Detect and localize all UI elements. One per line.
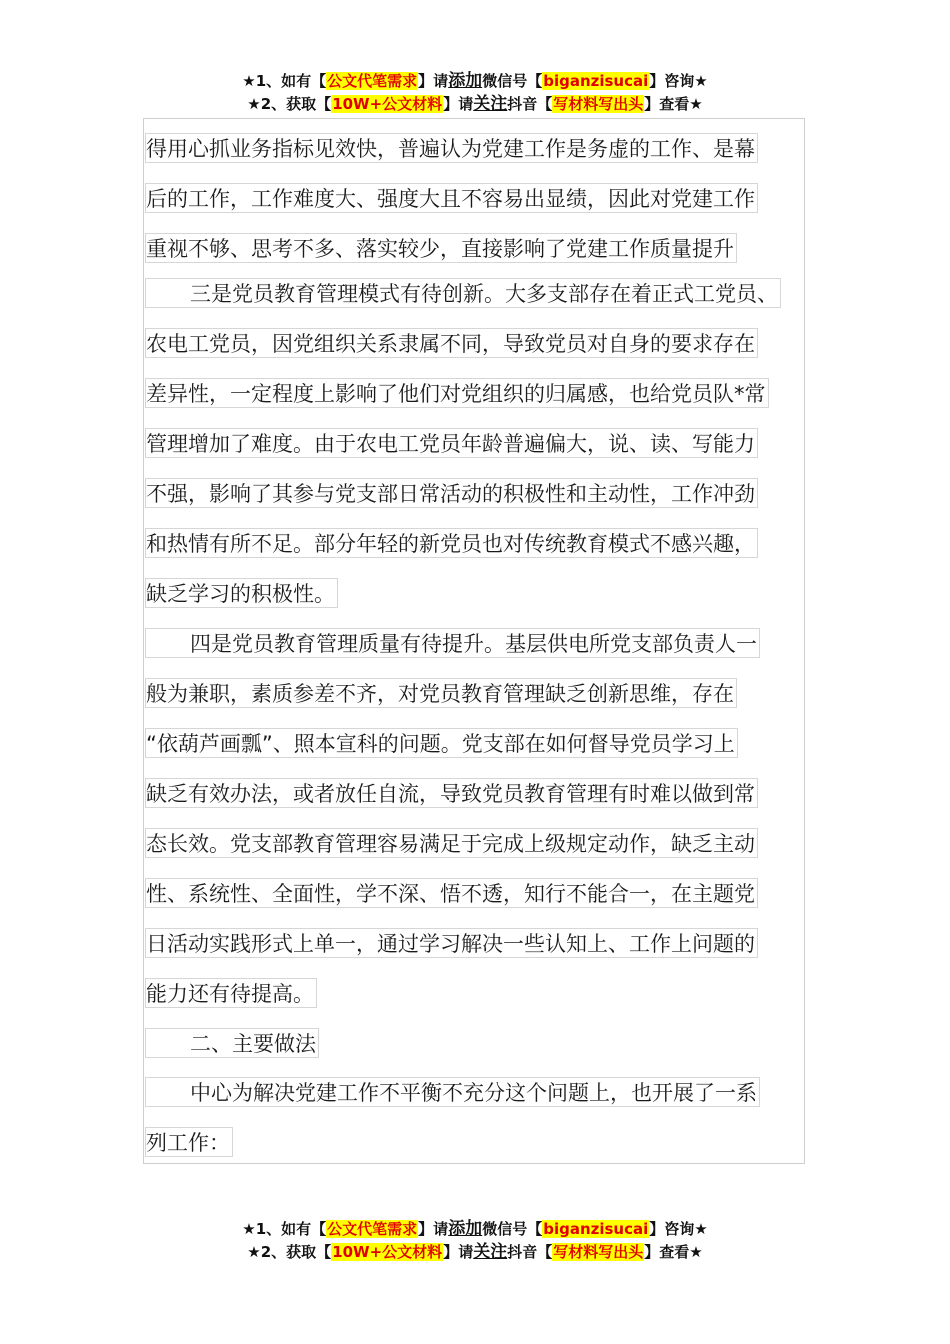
text-line: 般为兼职，素质参差不齐，对党员教育管理缺乏创新思维，存在 (145, 678, 737, 708)
text-line: 后的工作，工作难度大、强度大且不容易出显绩，因此对党建工作 (145, 183, 758, 213)
text-line: 差异性，一定程度上影响了他们对党组织的归属感，也给党员队*常 (145, 378, 769, 408)
banner-highlight: 10W+公文材料 (332, 1243, 443, 1261)
text-line: 态长效。党支部教育管理容易满足于完成上级规定动作，缺乏主动 (145, 828, 758, 858)
banner-text: 】查看★ (644, 95, 703, 113)
banner-text: 抖音【 (507, 1243, 553, 1261)
text-line: 中心为解决党建工作不平衡不充分这个问题上，也开展了一系 (145, 1077, 760, 1107)
text-line: 管理增加了难度。由于农电工党员年龄普遍偏大，说、读、写能力 (145, 428, 758, 458)
banner-text: 】请 (443, 1243, 474, 1261)
banner-highlight: 公文代笔需求 (327, 1220, 418, 1238)
banner-wechat-id: biganzisucai (543, 1220, 649, 1238)
banner-highlight: 公文代笔需求 (327, 72, 418, 90)
banner-text: 】咨询★ (649, 72, 708, 90)
banner-line-2 (0, 93, 950, 116)
text-line: 性、系统性、全面性，学不深、悟不透，知行不能合一，在主题党 (145, 878, 758, 908)
banner-text: 】请 (418, 1220, 449, 1238)
banner-wechat-id: biganzisucai (543, 72, 649, 90)
banner-emphasis: 关注 (473, 1242, 508, 1262)
banner-line-1 (0, 70, 950, 93)
text-line: 三是党员教育管理模式有待创新。大多支部存在着正式工党员、 (145, 278, 781, 308)
banner-highlight: 10W+公文材料 (332, 95, 443, 113)
banner-text: 微信号【 (482, 1220, 543, 1238)
banner-text: 抖音【 (507, 95, 553, 113)
banner-emphasis: 关注 (473, 94, 508, 114)
banner-text: ★1、如有【 (242, 1220, 327, 1238)
banner-line-2 (0, 1241, 950, 1264)
banner-text: 】咨询★ (649, 1220, 708, 1238)
text-line: 得用心抓业务指标见效快，普遍认为党建工作是务虚的工作、是幕 (145, 133, 758, 163)
text-line: 能力还有待提高。 (145, 978, 317, 1008)
text-line: 不强，影响了其参与党支部日常活动的积极性和主动性，工作冲劲 (145, 478, 758, 508)
text-line: 列工作： (145, 1127, 233, 1157)
banner-line-1 (0, 1218, 950, 1241)
banner-douyin-id: 写材料写出头 (553, 1243, 644, 1261)
text-line: 重视不够、思考不多、落实较少，直接影响了党建工作质量提升 (145, 233, 737, 263)
text-line: 农电工党员，因党组织关系隶属不同，导致党员对自身的要求存在 (145, 328, 758, 358)
bottom-banner (0, 1218, 950, 1264)
banner-text: 微信号【 (482, 72, 543, 90)
banner-text: ★2、获取【 (247, 1243, 332, 1261)
banner-emphasis: 添加 (448, 1219, 483, 1239)
text-line: 缺乏学习的积极性。 (145, 578, 338, 608)
text-line: 缺乏有效办法，或者放任自流，导致党员教育管理有时难以做到常 (145, 778, 758, 808)
text-line: 日活动实践形式上单一，通过学习解决一些认知上、工作上问题的 (145, 928, 758, 958)
banner-text: 】请 (418, 72, 449, 90)
banner-text: 】查看★ (644, 1243, 703, 1261)
text-line: 和热情有所不足。部分年轻的新党员也对传统教育模式不感兴趣， (145, 528, 758, 558)
text-line: “依葫芦画瓢”、照本宣科的问题。党支部在如何督导党员学习上 (145, 728, 738, 758)
banner-text: ★1、如有【 (242, 72, 327, 90)
banner-douyin-id: 写材料写出头 (553, 95, 644, 113)
banner-text: 】请 (443, 95, 474, 113)
section-heading: 二、主要做法 (145, 1028, 319, 1058)
top-banner (0, 70, 950, 116)
banner-text: ★2、获取【 (247, 95, 332, 113)
banner-emphasis: 添加 (448, 71, 483, 91)
text-line: 四是党员教育管理质量有待提升。基层供电所党支部负责人一 (145, 628, 760, 658)
